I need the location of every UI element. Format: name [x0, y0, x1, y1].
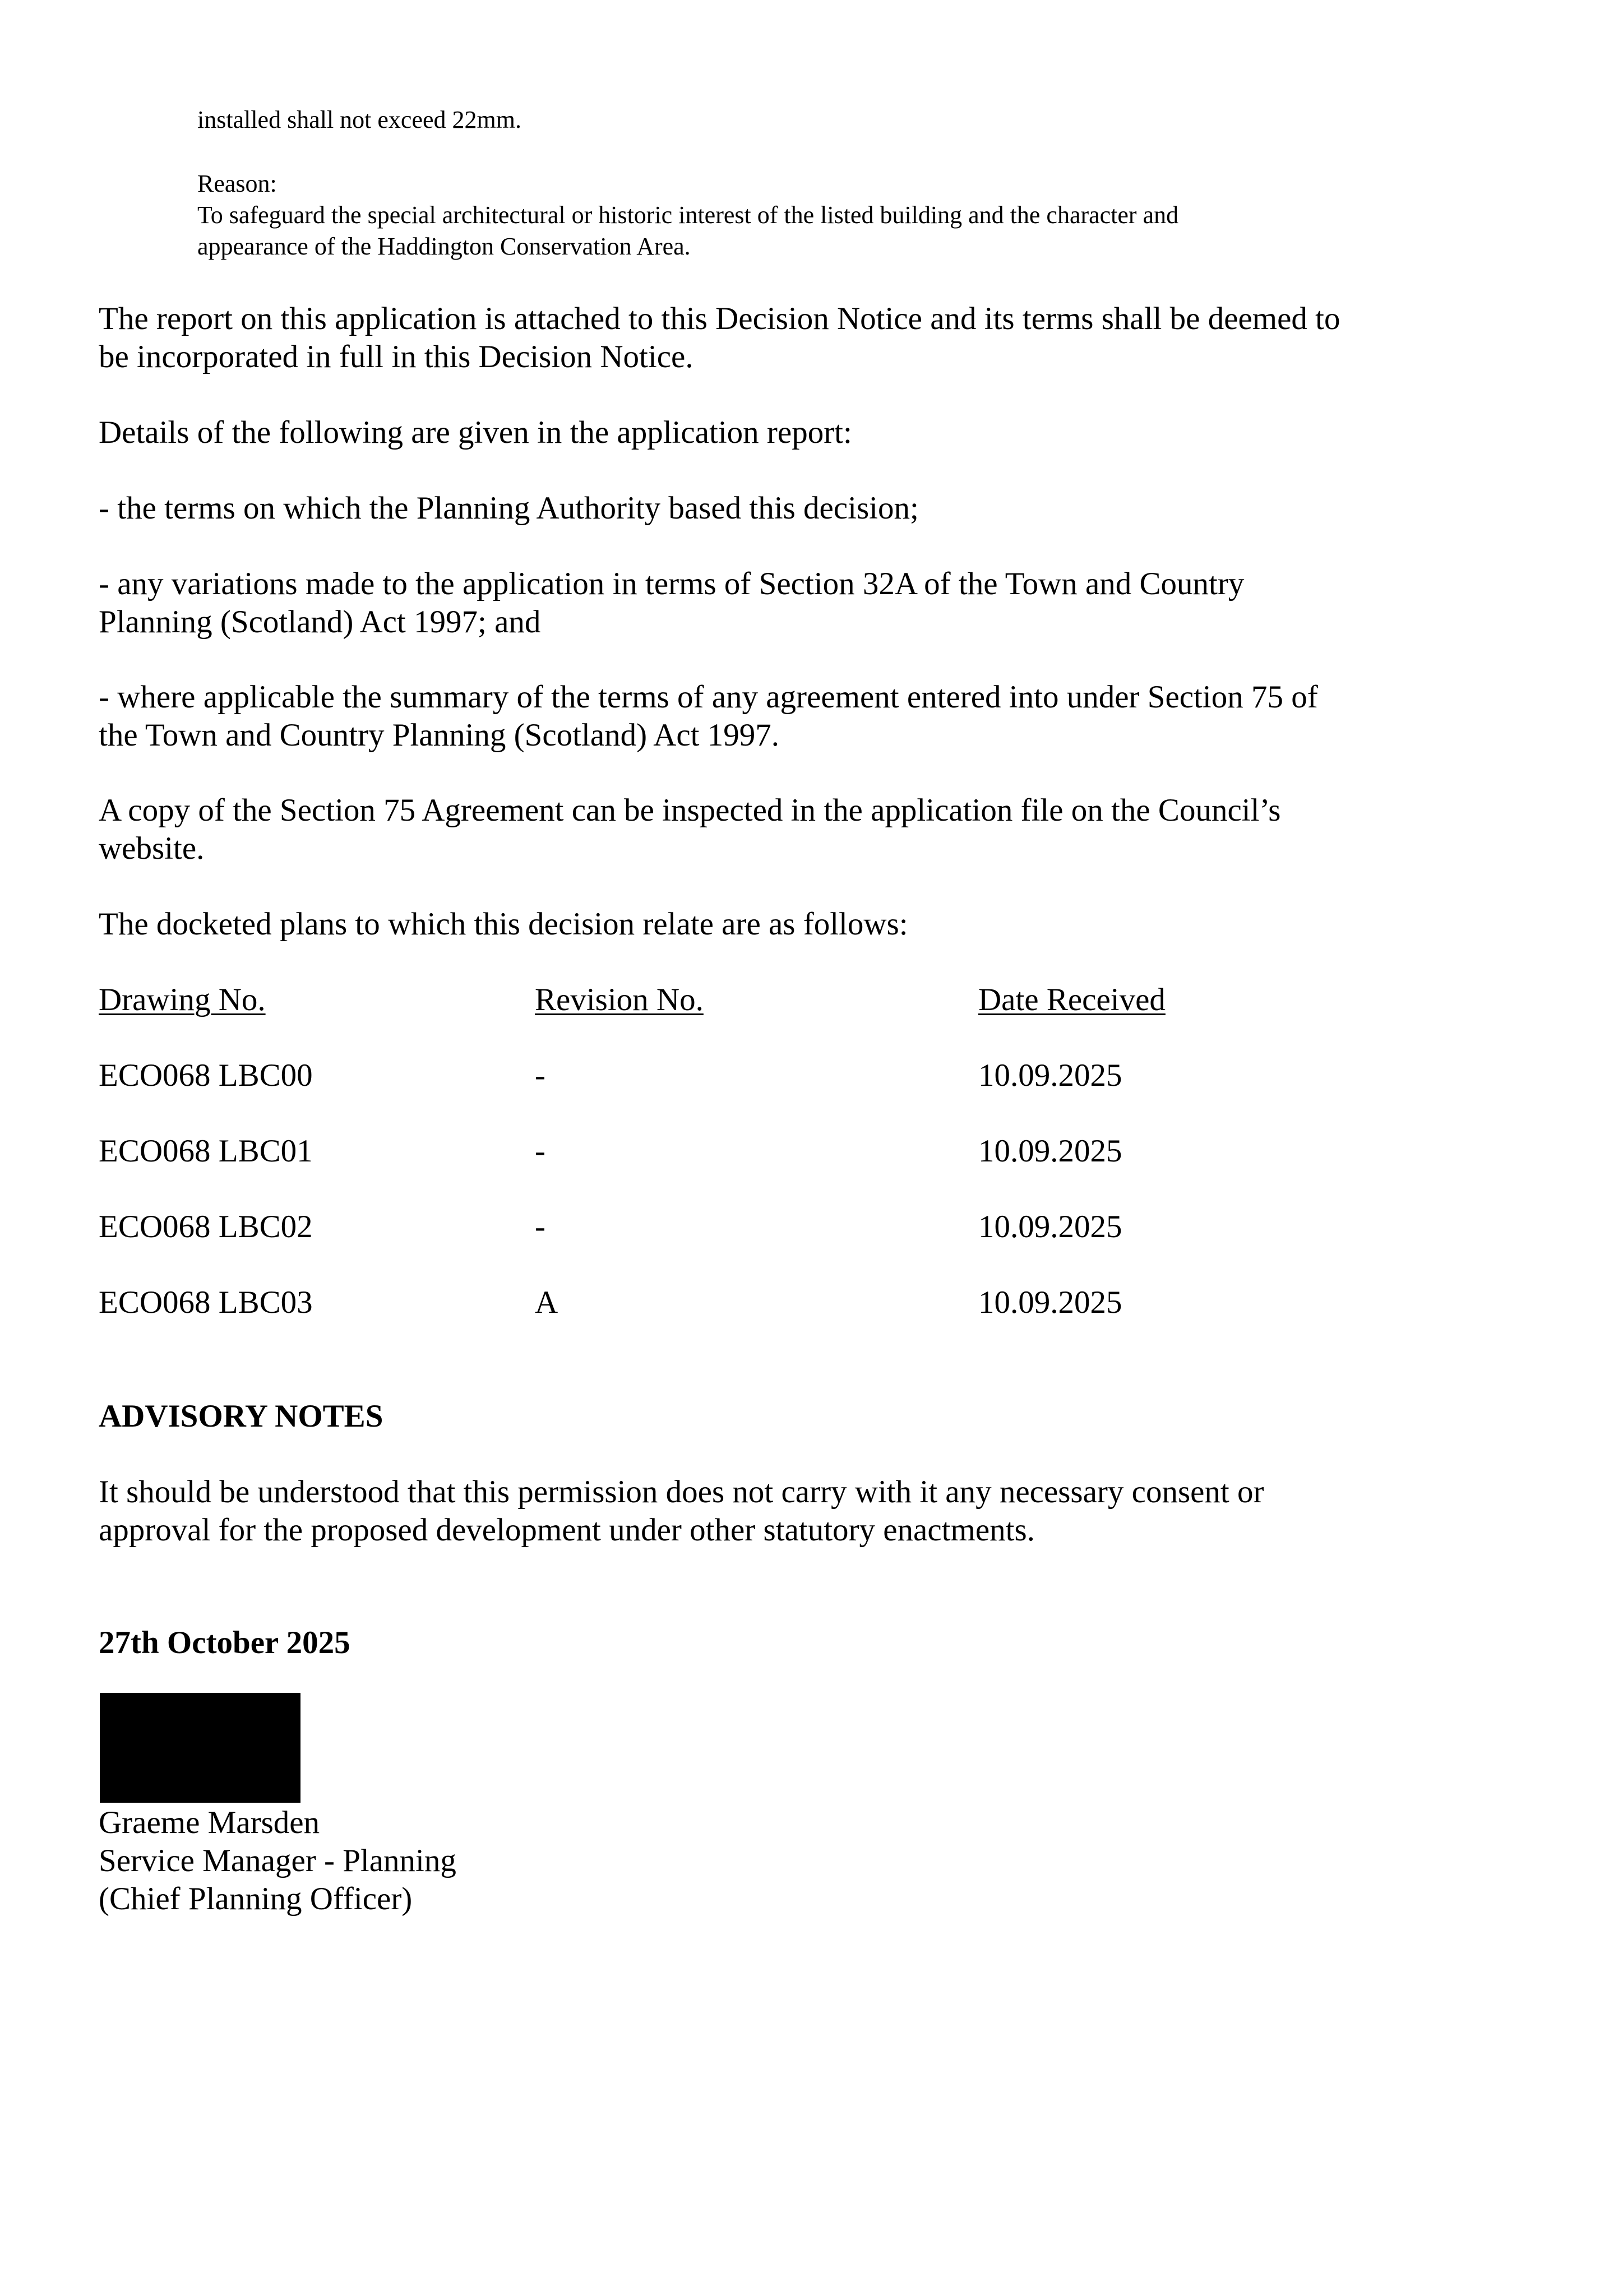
table-header-revision-no: Revision No. — [535, 982, 704, 1017]
table-cell-revision-no: - — [535, 1209, 545, 1244]
table-cell-date-received: 10.09.2025 — [978, 1133, 1122, 1169]
table-cell-date-received: 10.09.2025 — [978, 1209, 1122, 1244]
table-cell-revision-no: - — [535, 1058, 545, 1093]
reason-line: To safeguard the special architectural or historic interest of the listed building and the character and — [197, 201, 1179, 229]
redacted-signature — [100, 1693, 300, 1803]
table-cell-revision-no: A — [535, 1285, 558, 1320]
details-item-terms: - the terms on which the Planning Authority based this decision; — [99, 490, 919, 526]
details-item-summary: - where applicable the summary of the terms of any agreement entered into under Section 75 of — [99, 679, 1318, 715]
table-cell-drawing-no: ECO068 LBC00 — [99, 1058, 313, 1093]
signoff-date: 27th October 2025 — [99, 1625, 350, 1660]
details-item-summary: the Town and Country Planning (Scotland) Act 1997. — [99, 718, 780, 753]
report-paragraph-line: The report on this application is attached to this Decision Notice and its terms shall be deemed to — [99, 301, 1340, 336]
condition-continuation: installed shall not exceed 22mm. — [197, 106, 521, 133]
table-header-drawing-no: Drawing No. — [99, 982, 266, 1017]
advisory-heading: ADVISORY NOTES — [99, 1399, 383, 1434]
table-cell-revision-no: - — [535, 1133, 545, 1169]
reason-heading: Reason: — [197, 170, 277, 197]
report-paragraph-line: be incorporated in full in this Decision Notice. — [99, 339, 693, 374]
signatory-name: Graeme Marsden — [99, 1805, 320, 1840]
table-cell-date-received: 10.09.2025 — [978, 1058, 1122, 1093]
table-cell-drawing-no: ECO068 LBC02 — [99, 1209, 313, 1244]
details-item-variations: - any variations made to the application in terms of Section 32A of the Town and Country — [99, 566, 1245, 601]
reason-line: appearance of the Haddington Conservation Area. — [197, 233, 691, 260]
signatory-role: (Chief Planning Officer) — [99, 1881, 413, 1917]
table-cell-date-received: 10.09.2025 — [978, 1285, 1122, 1320]
details-item-variations: Planning (Scotland) Act 1997; and — [99, 604, 541, 640]
signatory-title: Service Manager - Planning — [99, 1843, 456, 1878]
plans-intro: The docketed plans to which this decision relate are as follows: — [99, 906, 908, 942]
table-header-date-received: Date Received — [978, 982, 1166, 1017]
advisory-text: It should be understood that this permission does not carry with it any necessary consent or — [99, 1474, 1264, 1510]
advisory-text: approval for the proposed development under other statutory enactments. — [99, 1512, 1035, 1548]
section75-paragraph: website. — [99, 831, 205, 866]
table-cell-drawing-no: ECO068 LBC03 — [99, 1285, 313, 1320]
section75-paragraph: A copy of the Section 75 Agreement can be inspected in the application file on the Council’s — [99, 793, 1281, 828]
table-cell-drawing-no: ECO068 LBC01 — [99, 1133, 313, 1169]
details-intro: Details of the following are given in the application report: — [99, 415, 852, 450]
